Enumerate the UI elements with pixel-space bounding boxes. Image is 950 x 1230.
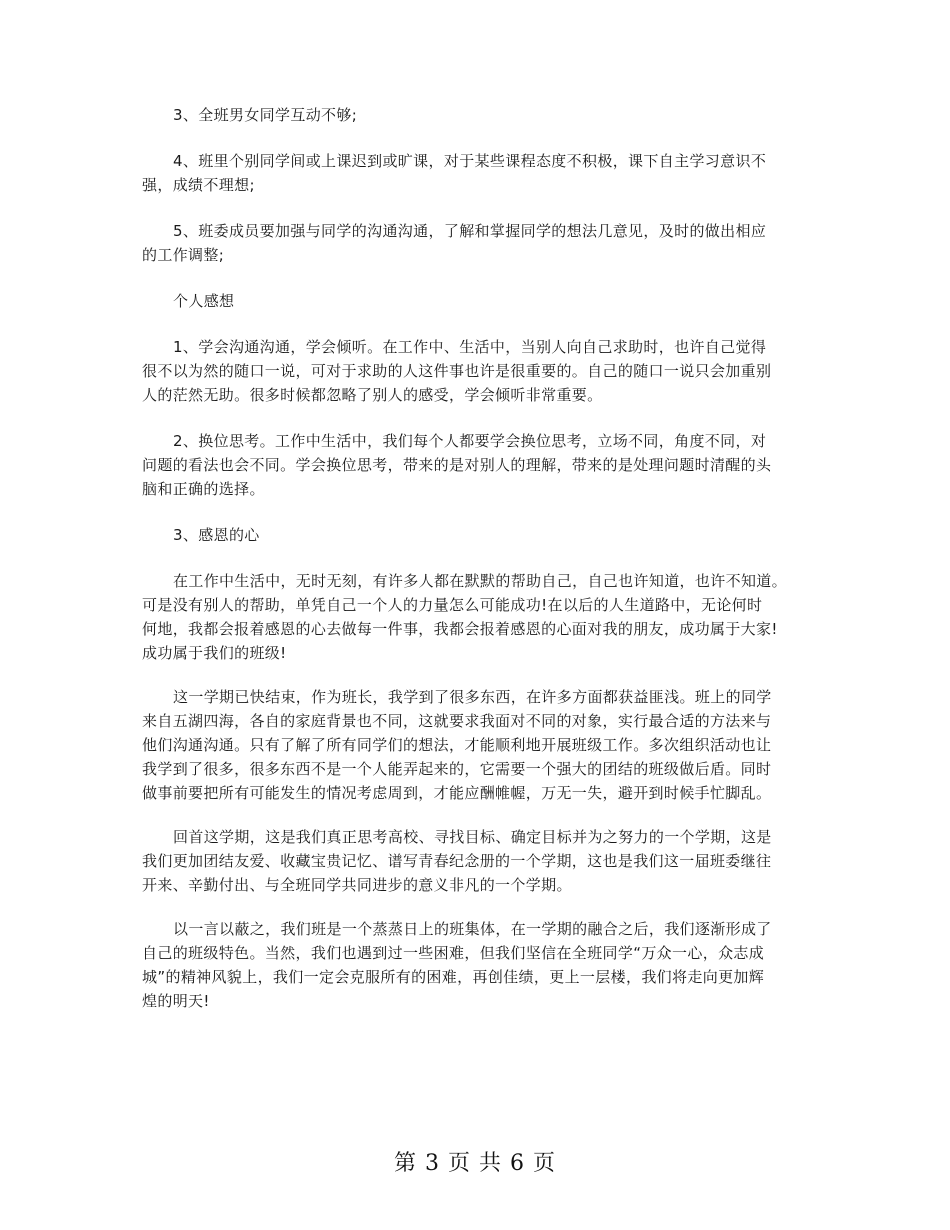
paragraph-conclusion: 以一言以蔽之，我们班是一个蒸蒸日上的班集体，在一学期的融合之后，我们逐渐形成了 自己的班级特色。当然，我们也遇到过一些困难，但我们坚信在全班同学“万众一心，众志成 城”的精神风貌上，我们一定会克服所有的困难，再创佳绩，更上一层楼，我们将走向更加辉 煌的明天!: [142, 920, 772, 1010]
section-heading-personal-thoughts: 个人感想: [173, 292, 235, 310]
paragraph-gratitude: 在工作中生活中，无时无刻，有许多人都在默默的帮助自己，自己也许知道，也许不知道。 可是没有别人的帮助，单凭自己一个人的力量怎么可能成功!在以后的人生道路中，无论何时 何地，我都会报着感恩的心去做每一件事，我都会报着感恩的心面对我的朋友，成功属于大家! 成功属于我们的班级!: [142, 572, 788, 662]
paragraph-review: 回首这学期，这是我们真正思考高校、寻找目标、确定目标并为之努力的一个学期，这是 我们更加团结友爱、收藏宝贵记忆、谱写青春纪念册的一个学期，这也是我们这一届班委继往 开来、辛勤付出、与全班同学共同进步的意义非凡的一个学期。: [142, 828, 772, 894]
paragraph-thought-2: 2、换位思考。工作中生活中，我们每个人都要学会换位思考，立场不同，角度不同，对 问题的看法也会不同。学会换位思考，带来的是对别人的理解，带来的是处理问题时清醒的头 脑和正确的选择。: [142, 432, 772, 498]
paragraph-thought-3-heading: 3、感恩的心: [173, 526, 260, 544]
paragraph-semester-summary: 这一学期已快结束，作为班长，我学到了很多东西，在许多方面都获益匪浅。班上的同学 来自五湖四海，各自的家庭背景也不同，这就要求我面对不同的对象，实行最合适的方法来与 他们沟通沟通。只有了解了所有同学们的想法，才能顺利地开展班级工作。多次组织活动也让 我学到了很多，很多东西不是一个人能弄起来的，它需要一个强大的团结的班级做后盾。同时 做事前要把所有可能发生的情况考虑周到，才能应酬帷幄，万无一失，避开到时候手忙脚乱。: [142, 688, 772, 802]
paragraph-thought-1: 1、学会沟通沟通，学会倾听。在工作中、生活中，当别人向自己求助时，也许自己觉得 很不以为然的随口一说，可对于求助的人这件事也许是很重要的。自己的随口一说只会加重别 人的茫然无助。很多时候都忽略了别人的感受，学会倾听非常重要。: [142, 338, 772, 404]
document-body: [142, 103, 812, 1013]
paragraph-item-5: 5、班委成员要加强与同学的沟通沟通，了解和掌握同学的想法几意见，及时的做出相应 的工作调整;: [142, 222, 767, 264]
paragraph-item-3: 3、全班男女同学互动不够;: [173, 106, 358, 124]
paragraph-item-4: 4、班里个别同学间或上课迟到或旷课，对于某些课程态度不积极，课下自主学习意识不 强，成绩不理想;: [142, 152, 767, 194]
page-number-footer: 第 3 页 共 6 页: [394, 1151, 556, 1176]
